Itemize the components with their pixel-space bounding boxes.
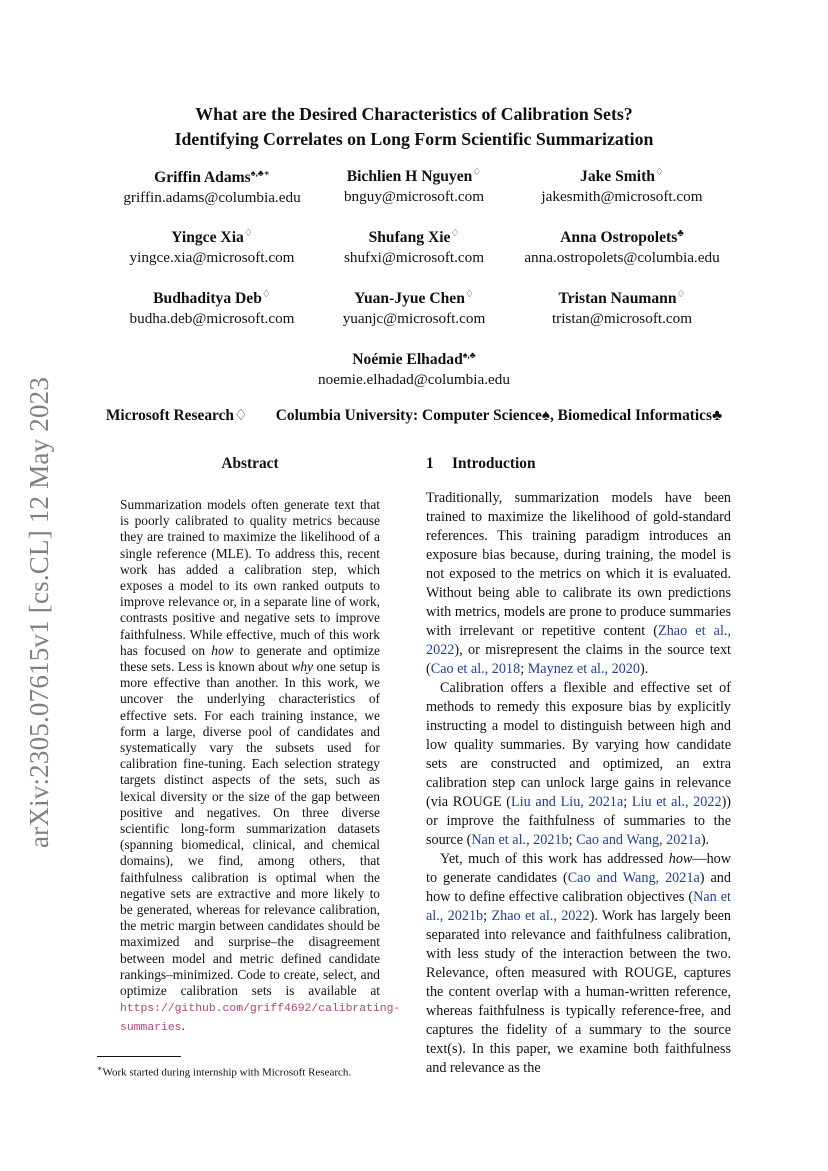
paragraph: Traditionally, summarization models have been trained to maximize the likelihood of gold-standard references. This training paradigm introduces an exposure bias because, during training, the model is not exposed to the metrics on which it is evaluated. Without being able to calibrate its own predictions with metrics, models are prone to produce summaries with irrelevant or repetitive content (Zhao et al., 2022), or misrepresent the claims in the source text (Cao et al., 2018; Maynez et al., 2020).	[426, 490, 731, 677]
affiliations	[0, 406, 828, 425]
arxiv-stamp: arXiv:2305.07615v1 [cs.CL] 12 May 2023	[24, 376, 54, 848]
author-block	[294, 224, 534, 268]
author-block	[502, 224, 742, 268]
author-email: noemie.elhadad@columbia.edu	[318, 371, 510, 389]
citation-link[interactable]: Zhao et al., 2022	[426, 623, 731, 658]
section-number: 1	[426, 455, 434, 472]
author-block	[502, 285, 742, 329]
author-block	[294, 345, 534, 390]
author-name: Tristan Naumann	[558, 290, 677, 308]
paragraph: Yet, much of this work has addressed how—how to generate candidates (Cao and Wang, 2021a) and how to define effective calibration objectives (Nan et al., 2021b; Zhao et al., 2022). Work has largely been separated into relevance and faithfulness calibration, with less study of the interaction between the two. Relevance, often measured with ROUGE, captures the content overlap with a human-written reference, whereas faithfulness is typically reference-free, and captures the fidelity of a summary to the source text(s). In this paper, we examine both faithfulness and relevance as the	[426, 851, 731, 1076]
citation-link[interactable]: Cao and Wang, 2021a	[567, 870, 700, 886]
author-email: tristan@microsoft.com	[551, 310, 693, 328]
citation-link[interactable]: Cao et al., 2018	[430, 661, 521, 677]
citation-link[interactable]: Liu et al., 2022	[631, 794, 722, 810]
citation-link[interactable]: Nan et al., 2021b	[426, 889, 731, 924]
author-block	[502, 163, 742, 207]
section-heading-introduction	[426, 455, 536, 473]
footnote-mark: ∗	[97, 1064, 103, 1073]
footnote	[97, 1062, 417, 1080]
title-line-1: What are the Desired Characteristics of Calibration Sets?	[195, 104, 633, 124]
author-email: anna.ostropolets@columbia.edu	[524, 249, 720, 267]
citation-link[interactable]: Liu and Liu, 2021a	[511, 794, 624, 810]
footnote-rule	[97, 1056, 181, 1057]
author-block	[294, 285, 534, 329]
author-marks: ♢	[472, 167, 482, 178]
author-name: Yuan-Jyue Chen	[354, 290, 465, 308]
section-title: Introduction	[452, 455, 536, 472]
author-marks: ♢	[261, 289, 271, 300]
author-email: shufxi@microsoft.com	[343, 249, 485, 267]
abstract-text: Summarization models often generate text that is poorly calibrated to quality metrics because they are trained to maximize the likelihood of a single reference (MLE). To address this, recent work has added a calibration step, which exposes a model to its own ranked outputs to improve relevance or, in a separate line of work, contrasts positive and negative sets to improve faithfulness. While effective, much of this work has focused on how to generate and optimize these sets. Less is known about why one setup is more effective than another. In this work, we uncover the underlying characteristics of effective sets. For each training instance, we form a large, diverse pool of candidates and systematically vary the subsets used for calibration fine-tuning. Each selection strategy targets distinct aspects of the sets, such as lexical diversity or the size of the gap between positive and negatives. On three diverse scientific long-form summarization datasets (spanning biomedical, clinical, and chemical domains), we find, among others, that faithfulness calibration is optimal when the negative sets are extractive and more likely to be generated, whereas for relevance calibration, the metric margin between candidates should be maximized and surprise–the disagreement between model and metric defined candidate rankings–minimized. Code to create, select, and optimize calibration sets is available at https://github.com/griff4692/calibrating-summaries.	[120, 497, 401, 1034]
author-name: Budhaditya Deb	[153, 290, 262, 308]
affiliation-columbia: Columbia University: Computer Science♠, Biomedical Informatics♣	[275, 407, 723, 424]
author-name: Yingce Xia	[171, 229, 244, 247]
author-marks: ♢	[676, 289, 686, 300]
author-marks: ♢	[654, 167, 664, 178]
author-email: yuanjc@microsoft.com	[342, 310, 486, 328]
citation-link[interactable]: Nan et al., 2021b	[471, 832, 569, 848]
author-name: Griffin Adams	[154, 169, 251, 187]
author-name: Bichlien H Nguyen	[346, 168, 473, 186]
author-marks: ♣	[677, 228, 684, 239]
author-name: Anna Ostropolets	[560, 229, 678, 247]
author-name: Noémie Elhadad	[352, 351, 463, 369]
author-marks: ♢	[450, 228, 460, 239]
citation-link[interactable]: Maynez et al., 2020	[527, 661, 640, 677]
author-email: budha.deb@microsoft.com	[129, 310, 295, 328]
author-marks: ♠,♣	[462, 350, 476, 360]
author-name: Jake Smith	[580, 168, 655, 186]
affiliation-microsoft: Microsoft Research♢	[105, 407, 248, 424]
citation-link[interactable]: Zhao et al., 2022	[491, 908, 590, 924]
citation-link[interactable]: Cao and Wang, 2021a	[576, 832, 701, 848]
author-marks: ♢	[243, 228, 253, 239]
author-email: jakesmith@microsoft.com	[541, 188, 703, 206]
author-email: bnguy@microsoft.com	[343, 188, 485, 206]
author-marks: ♢	[464, 289, 474, 300]
abstract-heading: Abstract	[221, 455, 279, 472]
code-link[interactable]: https://github.com/griff4692/calibrating-summaries	[120, 1003, 401, 1034]
author-block	[294, 163, 534, 207]
author-marks: ♠,♣∗	[250, 168, 270, 178]
author-email: griffin.adams@columbia.edu	[123, 189, 301, 207]
introduction-body	[426, 489, 731, 1078]
paper-title	[0, 102, 828, 152]
footnote-text: Work started during internship with Microsoft Research.	[102, 1066, 352, 1079]
title-line-2: Identifying Correlates on Long Form Scientific Summarization	[174, 129, 654, 149]
paragraph: Calibration offers a flexible and effective set of methods to remedy this exposure bias by explicitly instructing a model to distinguish between high and low quality summaries. By varying how candidate sets are constructed and optimized, an extra calibration step can unlock large gains in relevance (via ROUGE (Liu and Liu, 2021a; Liu et al., 2022)) or improve the faithfulness of summaries to the source (Nan et al., 2021b; Cao and Wang, 2021a).	[426, 680, 732, 848]
author-name: Shufang Xie	[368, 229, 451, 247]
author-email: yingce.xia@microsoft.com	[129, 249, 295, 267]
